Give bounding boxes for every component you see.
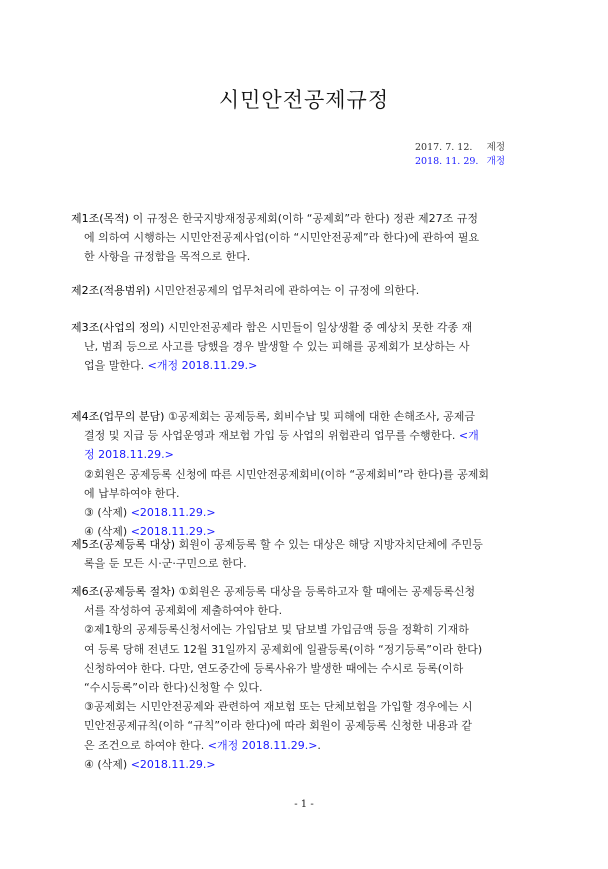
page-number: - 1 -: [294, 799, 314, 810]
article-line: [71, 465, 509, 484]
article-3: [71, 318, 509, 376]
article-heading: 제1조(목적): [71, 212, 130, 225]
article-text: 회원이 공제등록 할 수 있는 대상은 해당 지방자치단체에 주민등: [175, 538, 483, 551]
article-heading: 제4조(업무의 분담): [71, 410, 165, 423]
amendment-note: 정 2018.11.29.>: [84, 448, 174, 462]
article-text: 시민안전공제라 함은 시민들이 일상생활 중 예상치 못한 각종 재: [164, 321, 473, 334]
article-text: 에 납부하여야 한다.: [84, 486, 180, 500]
article-line: [71, 601, 509, 620]
article-2: [71, 281, 509, 300]
amendment-note: <2018.11.29.>: [130, 525, 216, 539]
enactment-label: 제정: [486, 142, 505, 153]
article-line: [71, 582, 509, 601]
article-heading: 제6조(공제등록 절차): [71, 585, 176, 598]
revision-history: [415, 141, 505, 169]
article-line: [71, 407, 509, 426]
article-text: ②회원은 공제등록 신청에 따른 시민안전공제회비(이하 “공제회비”라 한다)를 공제회: [84, 467, 489, 481]
article-line: [71, 659, 509, 678]
article-text: ④ (삭제): [84, 525, 131, 539]
article-text-suffix: .: [317, 738, 321, 752]
amendment-label: 개정: [486, 156, 505, 167]
article-text: ③ (삭제): [84, 506, 131, 520]
article-line: [71, 697, 509, 716]
article-line: [71, 755, 509, 774]
article-heading: 제3조(사업의 정의): [71, 321, 165, 334]
enactment-date: 2017. 7. 12.: [415, 142, 473, 153]
article-line: [71, 620, 509, 639]
article-line: [71, 228, 509, 247]
article-text: ③공제회는 시민안전공제와 관련하여 재보험 또는 단체보험을 가입할 경우에는 시: [84, 700, 473, 714]
article-line: [71, 247, 509, 266]
article-line: [71, 426, 509, 445]
article-line: [71, 716, 509, 735]
amendment-row: [415, 155, 505, 169]
article-text: 록을 둔 모든 시·군·구민으로 한다.: [84, 557, 247, 571]
article-text: 서를 작성하여 공제회에 제출하여야 한다.: [84, 604, 283, 618]
amendment-note: <2018.11.29.>: [130, 757, 216, 771]
article-line: [71, 640, 509, 659]
article-5: [71, 535, 509, 573]
article-4: [71, 407, 509, 541]
article-text: ②제1항의 공제등록신청서에는 가입담보 및 담보별 가입금액 등을 정확히 기재하: [84, 623, 469, 637]
amendment-note: <개정 2018.11.29.>: [207, 738, 318, 752]
article-text: 에 의하여 시행하는 시민안전공제사업(이하 “시민안전공제”라 한다)에 관하여 필요: [84, 231, 480, 245]
article-text: 여 등록 당해 전년도 12월 31일까지 공제회에 일괄등록(이하 “정기등록”이라 한다): [84, 642, 483, 656]
article-line: [71, 318, 509, 337]
article-1: [71, 209, 509, 267]
article-line: [71, 503, 509, 522]
article-text: 난, 범죄 등으로 사고를 당했을 경우 발생할 수 있는 피해를 공제회가 보상하는 사: [84, 340, 470, 354]
enactment-row: [415, 141, 505, 155]
article-text: 결정 및 지급 등 사업운영과 재보험 가입 등 사업의 위험관리 업무를 수행한다.: [84, 429, 459, 443]
amendment-date: 2018. 11. 29.: [415, 156, 479, 167]
amendment-note: <개: [458, 429, 479, 443]
article-text: ①회원은 공제등록 대상을 등록하고자 할 때에는 공제등록신청: [175, 585, 476, 598]
article-text: 시민안전공제의 업무처리에 관하여는 이 규정에 의한다.: [150, 284, 420, 297]
article-line: [71, 356, 509, 375]
article-text: 은 조건으로 하여야 한다.: [84, 738, 208, 752]
document-title: 시민안전공제규정: [218, 88, 390, 112]
article-6: [71, 582, 509, 774]
amendment-note: <개정 2018.11.29.>: [147, 359, 258, 373]
article-line: [71, 554, 509, 573]
amendment-note: <2018.11.29.>: [130, 506, 216, 520]
article-line: [71, 535, 509, 554]
article-text: 업을 말한다.: [84, 359, 148, 373]
article-text: 민안전공제규칙(이하 “규칙”이라 한다)에 따라 회원이 공제등록 신청한 내용과 같: [84, 719, 472, 733]
article-heading: 제2조(적용범위): [71, 284, 151, 297]
article-heading: 제5조(공제등록 대상): [71, 538, 176, 551]
article-text: ④ (삭제): [84, 757, 131, 771]
article-line: [71, 484, 509, 503]
article-line: [71, 209, 509, 228]
article-text: “수시등록”이라 한다)신청할 수 있다.: [84, 681, 263, 695]
article-line: [71, 678, 509, 697]
article-line: [71, 445, 509, 464]
article-line: [71, 281, 509, 300]
article-text: 이 규정은 한국지방재정공제회(이하 “공제회”라 한다) 정관 제27조 규정: [129, 212, 478, 225]
article-text: 신청하여야 한다. 다만, 연도중간에 등록사유가 발생한 때에는 수시로 등록(이하: [84, 661, 464, 675]
article-text: ①공제회는 공제등록, 회비수납 및 피해에 대한 손해조사, 공제금: [164, 410, 475, 423]
article-line: [71, 736, 509, 755]
article-text: 한 사항을 규정함을 목적으로 한다.: [84, 250, 251, 264]
article-line: [71, 337, 509, 356]
